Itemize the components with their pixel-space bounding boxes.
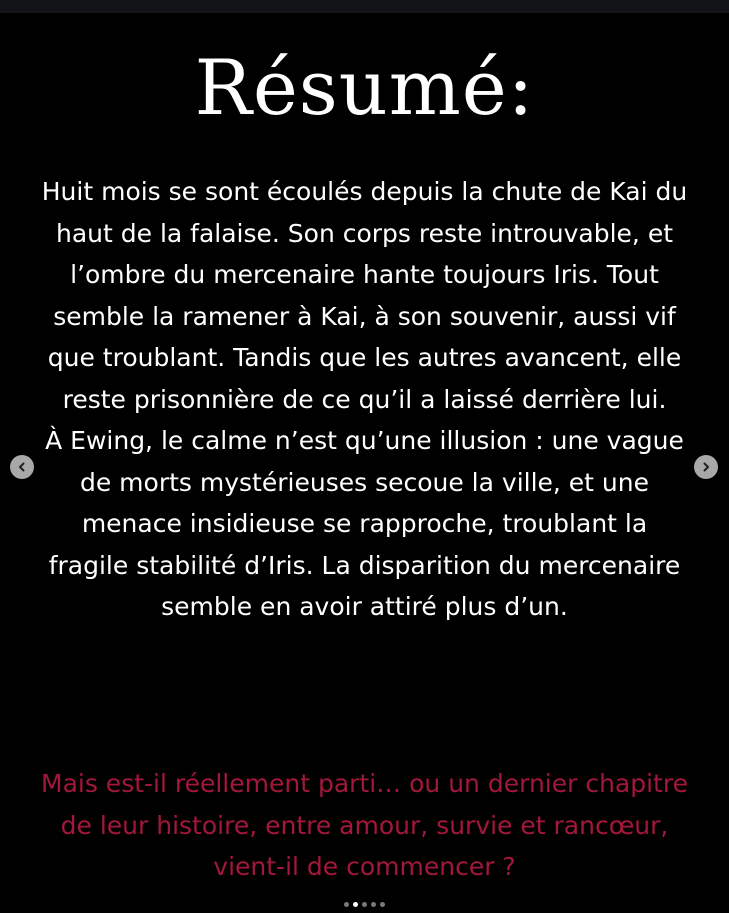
next-slide-button[interactable] bbox=[694, 455, 718, 479]
top-bar bbox=[0, 0, 729, 13]
previous-slide-button[interactable] bbox=[10, 455, 34, 479]
pagination-dots bbox=[0, 902, 729, 907]
chevron-left-icon bbox=[16, 461, 28, 473]
carousel-slide bbox=[0, 13, 729, 913]
pagination-dot[interactable] bbox=[344, 902, 349, 907]
slide-title: Résumé: bbox=[194, 43, 535, 132]
pagination-dot-active[interactable] bbox=[353, 902, 358, 907]
summary-text bbox=[40, 171, 689, 628]
chevron-right-icon bbox=[700, 461, 712, 473]
summary-paragraph-2: À Ewing, le calme n’est qu’une illusion : une vague de morts mystérieuses secoue la ville, et une menace insidieuse se rapproche, troublant la fragile stabilité d’Iris. La disparition du mercenaire semble en avoir attiré plus d’un. bbox=[45, 426, 684, 621]
pagination-dot[interactable] bbox=[380, 902, 385, 907]
summary-paragraph-1: Huit mois se sont écoulés depuis la chute de Kai du haut de la falaise. Son corps reste introuvable, et l’ombre du mercenaire hante toujours Iris. Tout semble la ramener à Kai, à son souvenir, aussi vif que troublant. Tandis que les autres avancent, elle reste prisonnière de ce qu’il a laissé derrière lui. bbox=[41, 177, 688, 414]
pagination-dot[interactable] bbox=[362, 902, 367, 907]
pagination-dot[interactable] bbox=[371, 902, 376, 907]
tagline-text: Mais est-il réellement parti… ou un dernier chapitre de leur histoire, entre amour, survie et rancœur, vient-il de commencer ? bbox=[41, 769, 688, 881]
